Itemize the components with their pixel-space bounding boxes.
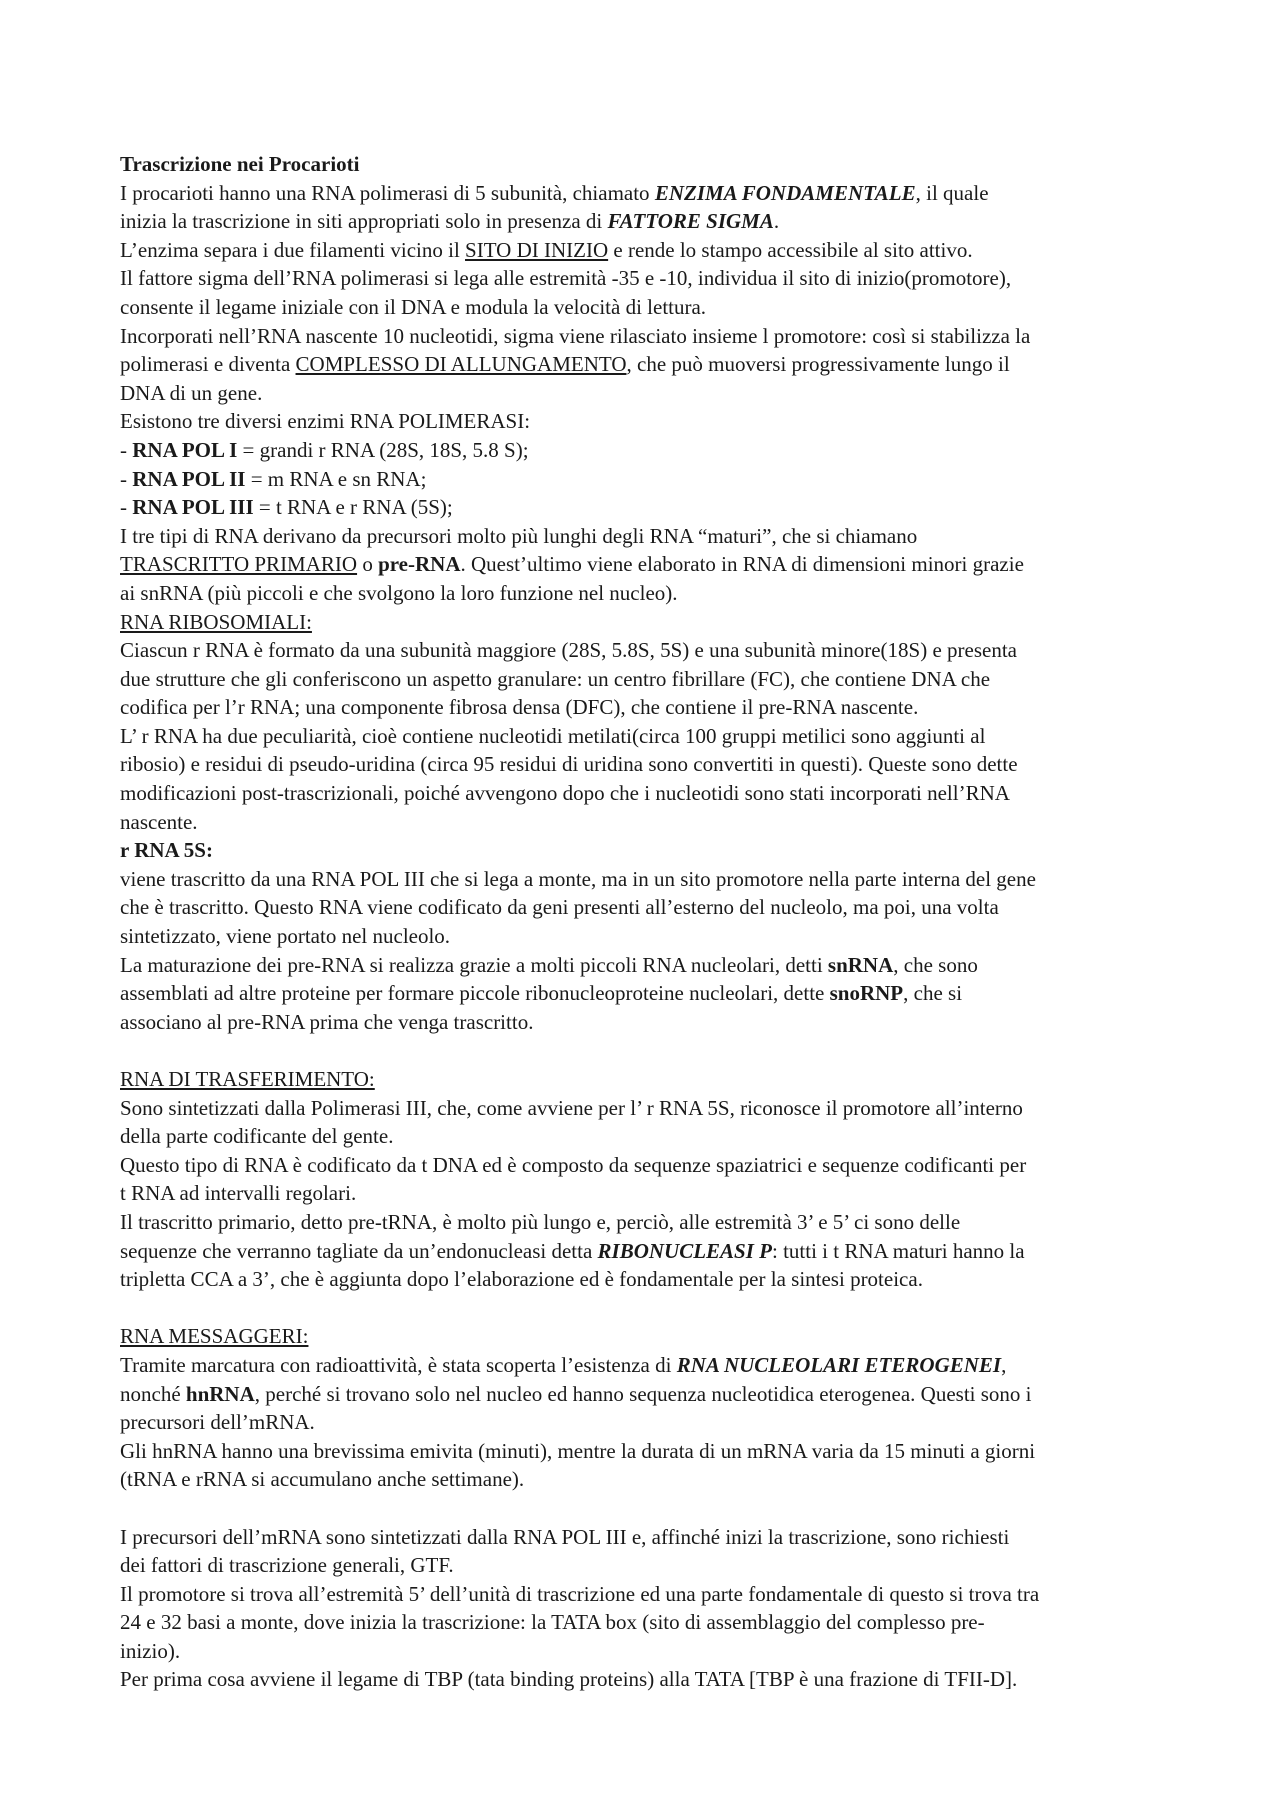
- text-run: .: [773, 209, 780, 234]
- text-line: [120, 865, 1180, 894]
- text-line: [120, 1551, 1180, 1580]
- text-run: -: [120, 495, 133, 520]
- underlined-heading-text: RNA MESSAGGERI:: [120, 1324, 309, 1349]
- text-line: [120, 1179, 1180, 1208]
- bold-text: pre-RNA: [378, 552, 461, 577]
- text-run: 24 e 32 basi a monte, dove inizia la trascrizione: la TATA box (sito di assemblaggio del complesso pre-: [120, 1610, 985, 1635]
- text-run: Questo tipo di RNA è codificato da t DNA ed è composto da sequenze spaziatrici e sequenze codificanti per: [120, 1152, 1027, 1177]
- text-line: [120, 1065, 1180, 1094]
- text-run: sintetizzato, viene portato nel nucleolo.: [120, 924, 451, 949]
- text-run: Per prima cosa avviene il legame di TBP (tata binding proteins) alla TATA [TBP è una frazione di TFII-D].: [120, 1667, 1018, 1692]
- text-run: o: [357, 552, 379, 577]
- text-run: , che sono: [893, 952, 978, 977]
- text-run: Esistono tre diversi enzimi RNA POLIMERASI:: [120, 409, 531, 434]
- text-line: [120, 1608, 1180, 1637]
- bold-text: snoRNP: [829, 981, 904, 1006]
- blank-line: [120, 1494, 1180, 1523]
- text-run: nonché: [120, 1381, 186, 1406]
- text-run: inizia la trascrizione in siti appropriati solo in presenza di: [120, 209, 608, 234]
- text-run: ribosio) e residui di pseudo-uridina (circa 95 residui di uridina sono convertiti in questi). Queste sono dette: [120, 752, 1018, 777]
- text-run: assemblati ad altre proteine per formare piccole ribonucleoproteine nucleolari, dette: [120, 981, 830, 1006]
- text-line: [120, 808, 1180, 837]
- text-run: codifica per l’r RNA; una componente fibrosa densa (DFC), che contiene il pre-RNA nascente.: [120, 695, 919, 720]
- text-line: [120, 350, 1180, 379]
- text-run: : tutti i t RNA maturi hanno la: [772, 1238, 1025, 1263]
- text-run: = t RNA e r RNA (5S);: [253, 495, 453, 520]
- text-line: [120, 1351, 1180, 1380]
- text-line: [120, 1580, 1180, 1609]
- text-line: [120, 436, 1180, 465]
- text-run: -: [120, 437, 133, 462]
- text-line: [120, 236, 1180, 265]
- text-line: [120, 179, 1180, 208]
- blank-line: [120, 1036, 1180, 1065]
- text-run: L’enzima separa i due filamenti vicino il: [120, 237, 466, 262]
- text-run: , il quale: [915, 180, 989, 205]
- text-line: [120, 608, 1180, 637]
- bold-text: RNA POL I: [132, 437, 238, 462]
- text-run: Il promotore si trova all’estremità 5’ dell’unità di trascrizione ed una parte fondamentale di questo si trova tra: [120, 1581, 1040, 1606]
- text-run: L’ r RNA ha due peculiarità, cioè contiene nucleotidi metilati(circa 100 gruppi metilici sono aggiunti al: [120, 723, 986, 748]
- text-line: [120, 293, 1180, 322]
- text-run: t RNA ad intervalli regolari.: [120, 1181, 357, 1206]
- text-run: e rende lo stampo accessibile al sito attivo.: [608, 237, 973, 262]
- text-line: [120, 1094, 1180, 1123]
- text-run: , che può muoversi progressivamente lungo il: [626, 352, 1010, 377]
- bold-italic-text: FATTORE SIGMA: [607, 209, 774, 234]
- text-line: [120, 1437, 1180, 1466]
- text-line: [120, 150, 1180, 179]
- underlined-heading-text: COMPLESSO DI ALLUNGAMENTO: [295, 352, 627, 377]
- text-line: [120, 1237, 1180, 1266]
- text-run: associano al pre-RNA prima che venga trascritto.: [120, 1009, 534, 1034]
- text-line: [120, 1008, 1180, 1037]
- text-line: [120, 1265, 1180, 1294]
- text-run: che è trascritto. Questo RNA viene codificato da geni presenti all’esterno del nucleolo, ma poi, una volta: [120, 895, 999, 920]
- text-line: [120, 379, 1180, 408]
- text-run: = grandi r RNA (28S, 18S, 5.8 S);: [237, 437, 529, 462]
- text-line: [120, 722, 1180, 751]
- text-run: Il fattore sigma dell’RNA polimerasi si lega alle estremità -35 e -10, individua il sito di inizio(promotore),: [120, 266, 1012, 291]
- text-run: , che si: [903, 981, 963, 1006]
- text-run: ai snRNA (più piccoli e che svolgono la loro funzione nel nucleo).: [120, 580, 678, 605]
- text-run: viene trascritto da una RNA POL III che si lega a monte, ma in un sito promotore nella parte interna del gene: [120, 866, 1036, 891]
- text-line: [120, 1151, 1180, 1180]
- text-line: [120, 493, 1180, 522]
- text-line: [120, 1523, 1180, 1552]
- text-line: [120, 750, 1180, 779]
- text-line: [120, 636, 1180, 665]
- text-line: [120, 207, 1180, 236]
- text-run: -: [120, 466, 133, 491]
- text-run: I procarioti hanno una RNA polimerasi di 5 subunità, chiamato: [120, 180, 655, 205]
- text-line: [120, 1122, 1180, 1151]
- underlined-heading-text: RNA DI TRASFERIMENTO:: [120, 1067, 375, 1091]
- text-run: modificazioni post-trascrizionali, poiché avvengono dopo che i nucleotidi sono stati incorporati nell’RNA: [120, 781, 1010, 806]
- text-run: I precursori dell’mRNA sono sintetizzati dalla RNA POL III e, affinché inizi la trascrizione, sono richiesti: [120, 1524, 1010, 1549]
- text-run: , perché si trovano solo nel nucleo ed hanno sequenza nucleotidica eterogenea. Questi sono i: [254, 1381, 1032, 1406]
- text-line: [120, 1208, 1180, 1237]
- text-run: sequenze che verranno tagliate da un’endonucleasi detta: [120, 1238, 598, 1263]
- bold-italic-text: RIBONUCLEASI P: [597, 1238, 772, 1263]
- text-run: La maturazione dei pre-RNA si realizza grazie a molti piccoli RNA nucleolari, detti: [120, 952, 828, 977]
- text-line: [120, 1408, 1180, 1437]
- text-run: consente il legame iniziale con il DNA e modula la velocità di lettura.: [120, 294, 707, 319]
- blank-line: [120, 1294, 1180, 1323]
- bold-text: hnRNA: [185, 1381, 255, 1406]
- bold-italic-text: ENZIMA FONDAMENTALE: [654, 180, 916, 205]
- text-run: inizio).: [120, 1638, 181, 1663]
- text-line: [120, 893, 1180, 922]
- bold-text: snRNA: [827, 952, 894, 977]
- text-run: due strutture che gli conferiscono un aspetto granulare: un centro fibrillare (FC), che contiene DNA che: [120, 666, 991, 691]
- text-line: [120, 264, 1180, 293]
- text-run: DNA di un gene.: [120, 380, 263, 405]
- text-run: tripletta CCA a 3’, che è aggiunta dopo l’elaborazione ed è fondamentale per la sintesi proteica.: [120, 1267, 923, 1292]
- text-run: Incorporati nell’RNA nascente 10 nucleotidi, sigma viene rilasciato insieme l promotore: così si stabilizza la: [120, 323, 1031, 348]
- text-line: [120, 1322, 1180, 1351]
- text-line: [120, 550, 1180, 579]
- text-line: [120, 779, 1180, 808]
- text-line: [120, 522, 1180, 551]
- text-line: [120, 979, 1180, 1008]
- text-line: [120, 693, 1180, 722]
- bold-text: RNA POL II: [132, 466, 246, 491]
- bold-text: Trascrizione nei Procarioti: [120, 152, 360, 176]
- text-run: (tRNA e rRNA si accumulano anche settimane).: [120, 1467, 525, 1492]
- text-run: I tre tipi di RNA derivano da precursori molto più lunghi degli RNA “maturi”, che si chiamano: [120, 523, 918, 548]
- text-run: Gli hnRNA hanno una brevissima emivita (minuti), mentre la durata di un mRNA varia da 15 minuti a giorni: [120, 1438, 1036, 1463]
- text-line: [120, 465, 1180, 494]
- text-run: precursori dell’mRNA.: [120, 1410, 315, 1435]
- text-line: [120, 579, 1180, 608]
- text-run: Sono sintetizzati dalla Polimerasi III, che, come avviene per l’ r RNA 5S, riconosce il promotore all’interno: [120, 1095, 1023, 1120]
- text-line: [120, 407, 1180, 436]
- underlined-heading-text: SITO DI INIZIO: [465, 237, 609, 262]
- text-line: [120, 665, 1180, 694]
- text-run: dei fattori di trascrizione generali, GTF.: [120, 1553, 454, 1578]
- bold-text: r RNA 5S:: [120, 838, 213, 863]
- text-line: [120, 1665, 1180, 1694]
- bold-italic-text: RNA NUCLEOLARI ETEROGENEI: [676, 1352, 1002, 1377]
- text-run: . Quest’ultimo viene elaborato in RNA di dimensioni minori grazie: [460, 552, 1024, 577]
- underlined-heading-text: TRASCRITTO PRIMARIO: [120, 552, 358, 577]
- text-run: polimerasi e diventa: [120, 352, 296, 377]
- text-run: della parte codificante del gente.: [120, 1124, 394, 1149]
- text-run: = m RNA e sn RNA;: [245, 466, 427, 491]
- text-line: [120, 951, 1180, 980]
- text-line: [120, 1380, 1180, 1409]
- text-line: [120, 836, 1180, 865]
- text-run: Il trascritto primario, detto pre-tRNA, è molto più lungo e, perciò, alle estremità 3’ e 5’ ci sono delle: [120, 1209, 961, 1234]
- text-run: nascente.: [120, 809, 198, 834]
- text-line: [120, 322, 1180, 351]
- text-run: Ciascun r RNA è formato da una subunità maggiore (28S, 5.8S, 5S) e una subunità minore(18S) e presenta: [120, 638, 1017, 663]
- text-line: [120, 1637, 1180, 1666]
- bold-text: RNA POL III: [132, 495, 254, 520]
- text-run: ,: [1001, 1352, 1007, 1377]
- text-line: [120, 1465, 1180, 1494]
- text-line: [120, 922, 1180, 951]
- document-page: [120, 150, 1180, 1694]
- text-run: Tramite marcatura con radioattività, è stata scoperta l’esistenza di: [120, 1352, 677, 1377]
- underlined-heading-text: RNA RIBOSOMIALI:: [120, 609, 312, 634]
